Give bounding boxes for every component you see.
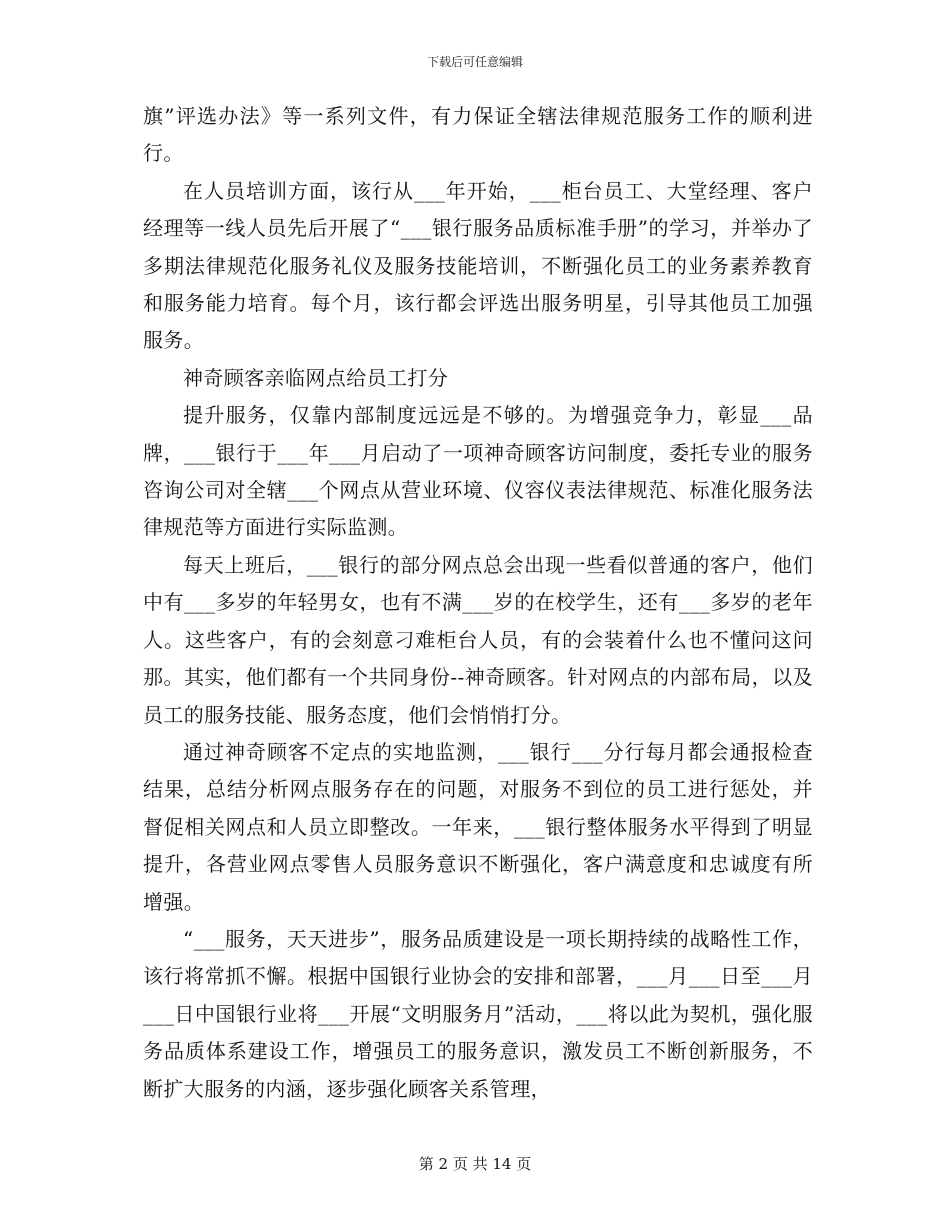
paragraph-4: 每天上班后，___银行的部分网点总会出现一些看似普通的客户，他们中有___多岁的年轻男女，也有不满___岁的在校学生，还有___多岁的老年人。这些客户，有的会刻意刁难柜台人员，有的会装着什么也不懂问这问那。其实，他们都有一个共同身份--神奇顾客。针对网点的内部布局，以及员工的服务技能、服务态度，他们会悄悄打分。 (143, 552, 813, 727)
paragraph-5: 通过神奇顾客不定点的实地监测，___银行___分行每月都会通报检查结果，总结分析网点服务存在的问题，对服务不到位的员工进行惩处，并督促相关网点和人员立即整改。一年来，___银行整体服务水平得到了明显提升，各营业网点零售人员服务意识不断强化，客户满意度和忠诚度有所增强。 (143, 739, 813, 914)
page-header-note: 下载后可任意编辑 (426, 55, 523, 69)
section-heading: 神奇顾客亲临网点给员工打分 (183, 365, 449, 390)
paragraph-6: “___服务，天天进步”，服务品质建设是一项长期持续的战略性工作，该行将常抓不懈。根据中国银行业协会的安排和部署，___月___日至___月___日中国银行业将___开展“文明服务月”活动，___将以此为契机，强化服务品质体系建设工作，增强员工的服务意识，激发员工不断创新服务，不断扩大服务的内涵，逐步强化顾客关系管理， (143, 926, 813, 1101)
document-body (143, 98, 813, 1108)
paragraph-3: 提升服务，仅靠内部制度远远是不够的。为增强竞争力，彰显___品牌，___银行于___年___月启动了一项神奇顾客访问制度，委托专业的服务咨询公司对全辖___个网点从营业环境、仪容仪表法律规范、标准化服务法律规范等方面进行实际监测。 (143, 403, 813, 540)
paragraph-1: 旗”评选办法》等一系列文件，有力保证全辖法律规范服务工作的顺利进行。 (143, 104, 813, 166)
page-number-footer: 第 2 页 共 14 页 (418, 1155, 532, 1173)
paragraph-2: 在人员培训方面，该行从___年开始，___柜台员工、大堂经理、客户经理等一线人员先后开展了“___银行服务品质标准手册”的学习，并举办了多期法律规范化服务礼仪及服务技能培训，不断强化员工的业务素养教育和服务能力培育。每个月，该行都会评选出服务明星，引导其他员工加强服务。 (143, 178, 813, 353)
